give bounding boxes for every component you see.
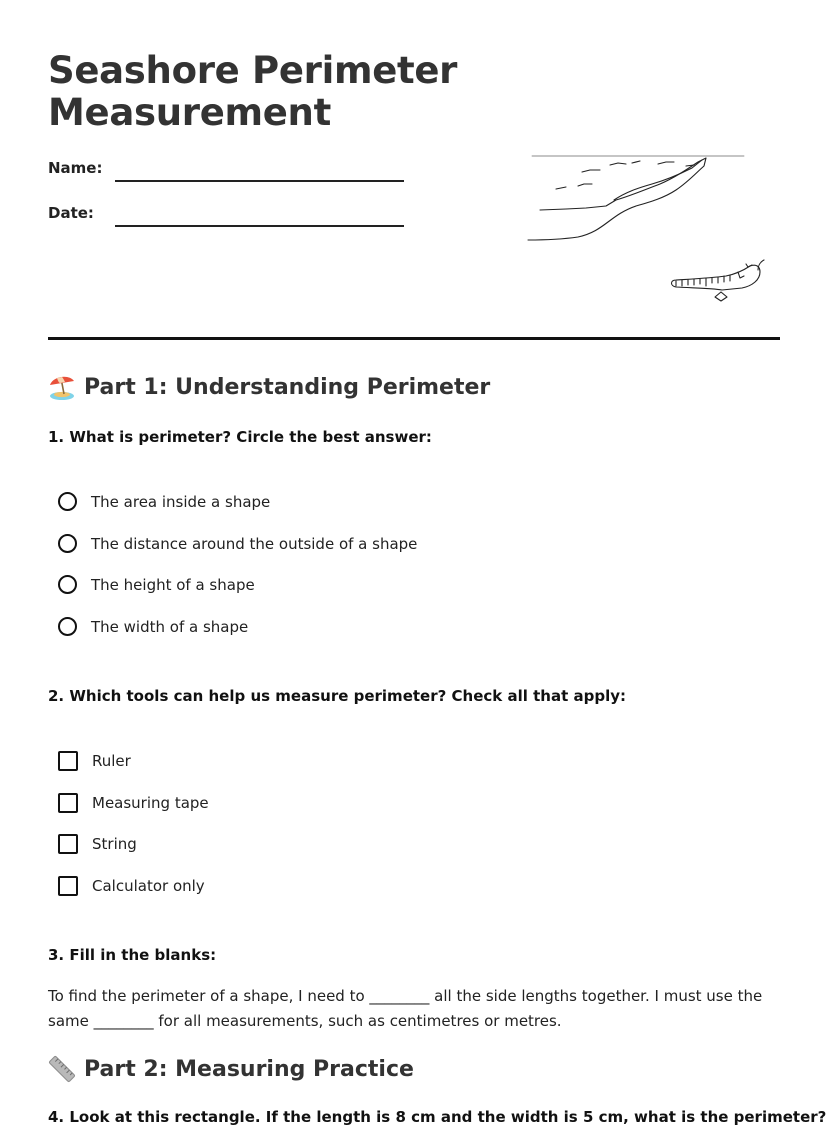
question-1-prompt: 1. What is perimeter? Circle the best answer:: [48, 428, 432, 446]
q2-option-4-label: Calculator only: [92, 877, 205, 895]
radio-button[interactable]: [58, 492, 77, 511]
radio-button[interactable]: [58, 575, 77, 594]
q2-option-3-label: String: [92, 835, 137, 853]
question-3-prompt: 3. Fill in the blanks:: [48, 946, 217, 964]
part1-heading: [48, 373, 490, 401]
q1-option-3-label: The height of a shape: [91, 575, 255, 594]
worksheet-title: [48, 50, 457, 134]
q1-option-4[interactable]: [58, 617, 248, 636]
fill-in-blanks-text: To find the perimeter of a shape, I need to ________ all the side lengths together. I must use the same ________ for all measurements, such as centimetres or metres.: [48, 987, 763, 1030]
name-field[interactable]: [115, 180, 404, 182]
name-label: Name:: [48, 159, 103, 177]
q1-option-1[interactable]: [58, 492, 270, 511]
q1-option-2-label: The distance around the outside of a shape: [91, 534, 418, 553]
radio-button[interactable]: [58, 534, 77, 553]
q1-option-4-label: The width of a shape: [91, 617, 249, 636]
q2-option-1[interactable]: [58, 751, 131, 771]
seashore-sketch-image: [526, 146, 780, 306]
question-2-prompt: 2. Which tools can help us measure perimeter? Check all that apply:: [48, 687, 626, 705]
section-divider: [48, 337, 780, 340]
radio-button[interactable]: [58, 617, 77, 636]
title-line-1: Seashore Perimeter: [48, 49, 458, 92]
checkbox[interactable]: [58, 834, 78, 854]
q2-option-3[interactable]: [58, 834, 137, 854]
checkbox[interactable]: [58, 793, 78, 813]
checkbox[interactable]: [58, 876, 78, 896]
q1-option-2[interactable]: [58, 534, 417, 553]
date-field[interactable]: [115, 225, 404, 227]
q2-option-4[interactable]: [58, 876, 205, 896]
part2-heading-text: Part 2: Measuring Practice: [84, 1056, 414, 1082]
q1-option-1-label: The area inside a shape: [91, 492, 271, 511]
q1-option-3[interactable]: [58, 575, 255, 594]
ruler-icon: [48, 1055, 76, 1083]
checkbox[interactable]: [58, 751, 78, 771]
question-4-prompt: 4. Look at this rectangle. If the length is 8 cm and the width is 5 cm, what is the perimeter?: [48, 1108, 827, 1126]
q2-option-1-label: Ruler: [92, 752, 131, 770]
title-line-2: Measurement: [48, 91, 331, 134]
part1-heading-text: Part 1: Understanding Perimeter: [84, 374, 491, 400]
date-label: Date:: [48, 204, 94, 222]
beach-umbrella-icon: [48, 373, 76, 401]
q2-option-2-label: Measuring tape: [92, 794, 209, 812]
q2-option-2[interactable]: [58, 793, 209, 813]
part2-heading: [48, 1055, 414, 1083]
